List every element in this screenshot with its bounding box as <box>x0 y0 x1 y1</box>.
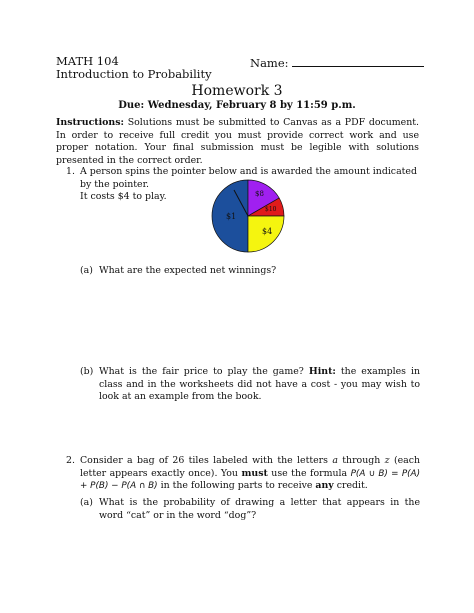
q2a-label: (a) <box>80 497 93 508</box>
q2-any: any <box>315 480 334 492</box>
spinner-label-1: $1 <box>226 212 237 221</box>
page-title: Homework 3 <box>191 83 283 99</box>
q2-var-z: z <box>384 455 390 466</box>
spinner-pie-chart <box>210 178 286 254</box>
q1b-question: What is the fair price to play the game? <box>99 366 304 377</box>
instructions <box>56 117 419 167</box>
q2-text <box>80 455 420 493</box>
q2-var-a: a <box>332 455 338 466</box>
q1a-label: (a) <box>80 265 93 276</box>
q1-number: 1. <box>66 166 75 177</box>
due-date: Due: Wednesday, February 8 by 11:59 p.m. <box>118 100 356 111</box>
q2-formula: P(A ∪ B) = P(A) + P(B) − P(A ∩ B) <box>80 468 421 492</box>
q1b-hint-text: the examples in class and in the worksheets did not have a cost - you may wish to look at an example from the book. <box>99 366 420 403</box>
instructions-text: Solutions must be submitted to Canvas as a PDF document. In order to receive full credit you must provide correct work and use proper notation. Your final submission must be legible with solutions presented in the correct order. <box>56 117 419 166</box>
q2-text-mid: (each letter appears exactly once). You <box>80 455 421 479</box>
spinner-label-10: $10 <box>265 206 277 213</box>
name-field <box>250 55 424 70</box>
q2-must: must <box>241 467 268 479</box>
instructions-label: Instructions: <box>56 117 124 128</box>
name-label: Name: <box>250 56 289 70</box>
q2-number: 2. <box>66 455 75 466</box>
spinner-label-8: $8 <box>255 190 264 198</box>
q1b-hint-label: Hint: <box>308 366 336 377</box>
q1b-text <box>99 366 420 404</box>
spinner-label-4: $4 <box>262 227 273 236</box>
q2a-text: What is the probability of drawing a letter that appears in the word “cat” or in the word “dog”? <box>99 497 420 521</box>
q1-line1: A person spins the pointer below and is awarded the amount indicated by the pointer. <box>80 166 417 190</box>
q2-formula-intro: use the formula <box>271 467 348 479</box>
q2-text-intro: Consider a bag of 26 tiles labeled with the letters <box>80 455 328 466</box>
course-code: MATH 104 <box>56 54 119 68</box>
q1a-text: What are the expected net winnings? <box>99 265 277 276</box>
course-name: Introduction to Probability <box>56 67 212 81</box>
name-blank-line <box>292 55 424 67</box>
q2-text-in: in the following parts to receive <box>160 480 313 492</box>
q2-through: through <box>342 455 381 466</box>
q1b-label: (b) <box>80 366 94 377</box>
q1-line2: It costs $4 to play. <box>80 191 167 203</box>
q2-credit: credit. <box>336 480 368 492</box>
